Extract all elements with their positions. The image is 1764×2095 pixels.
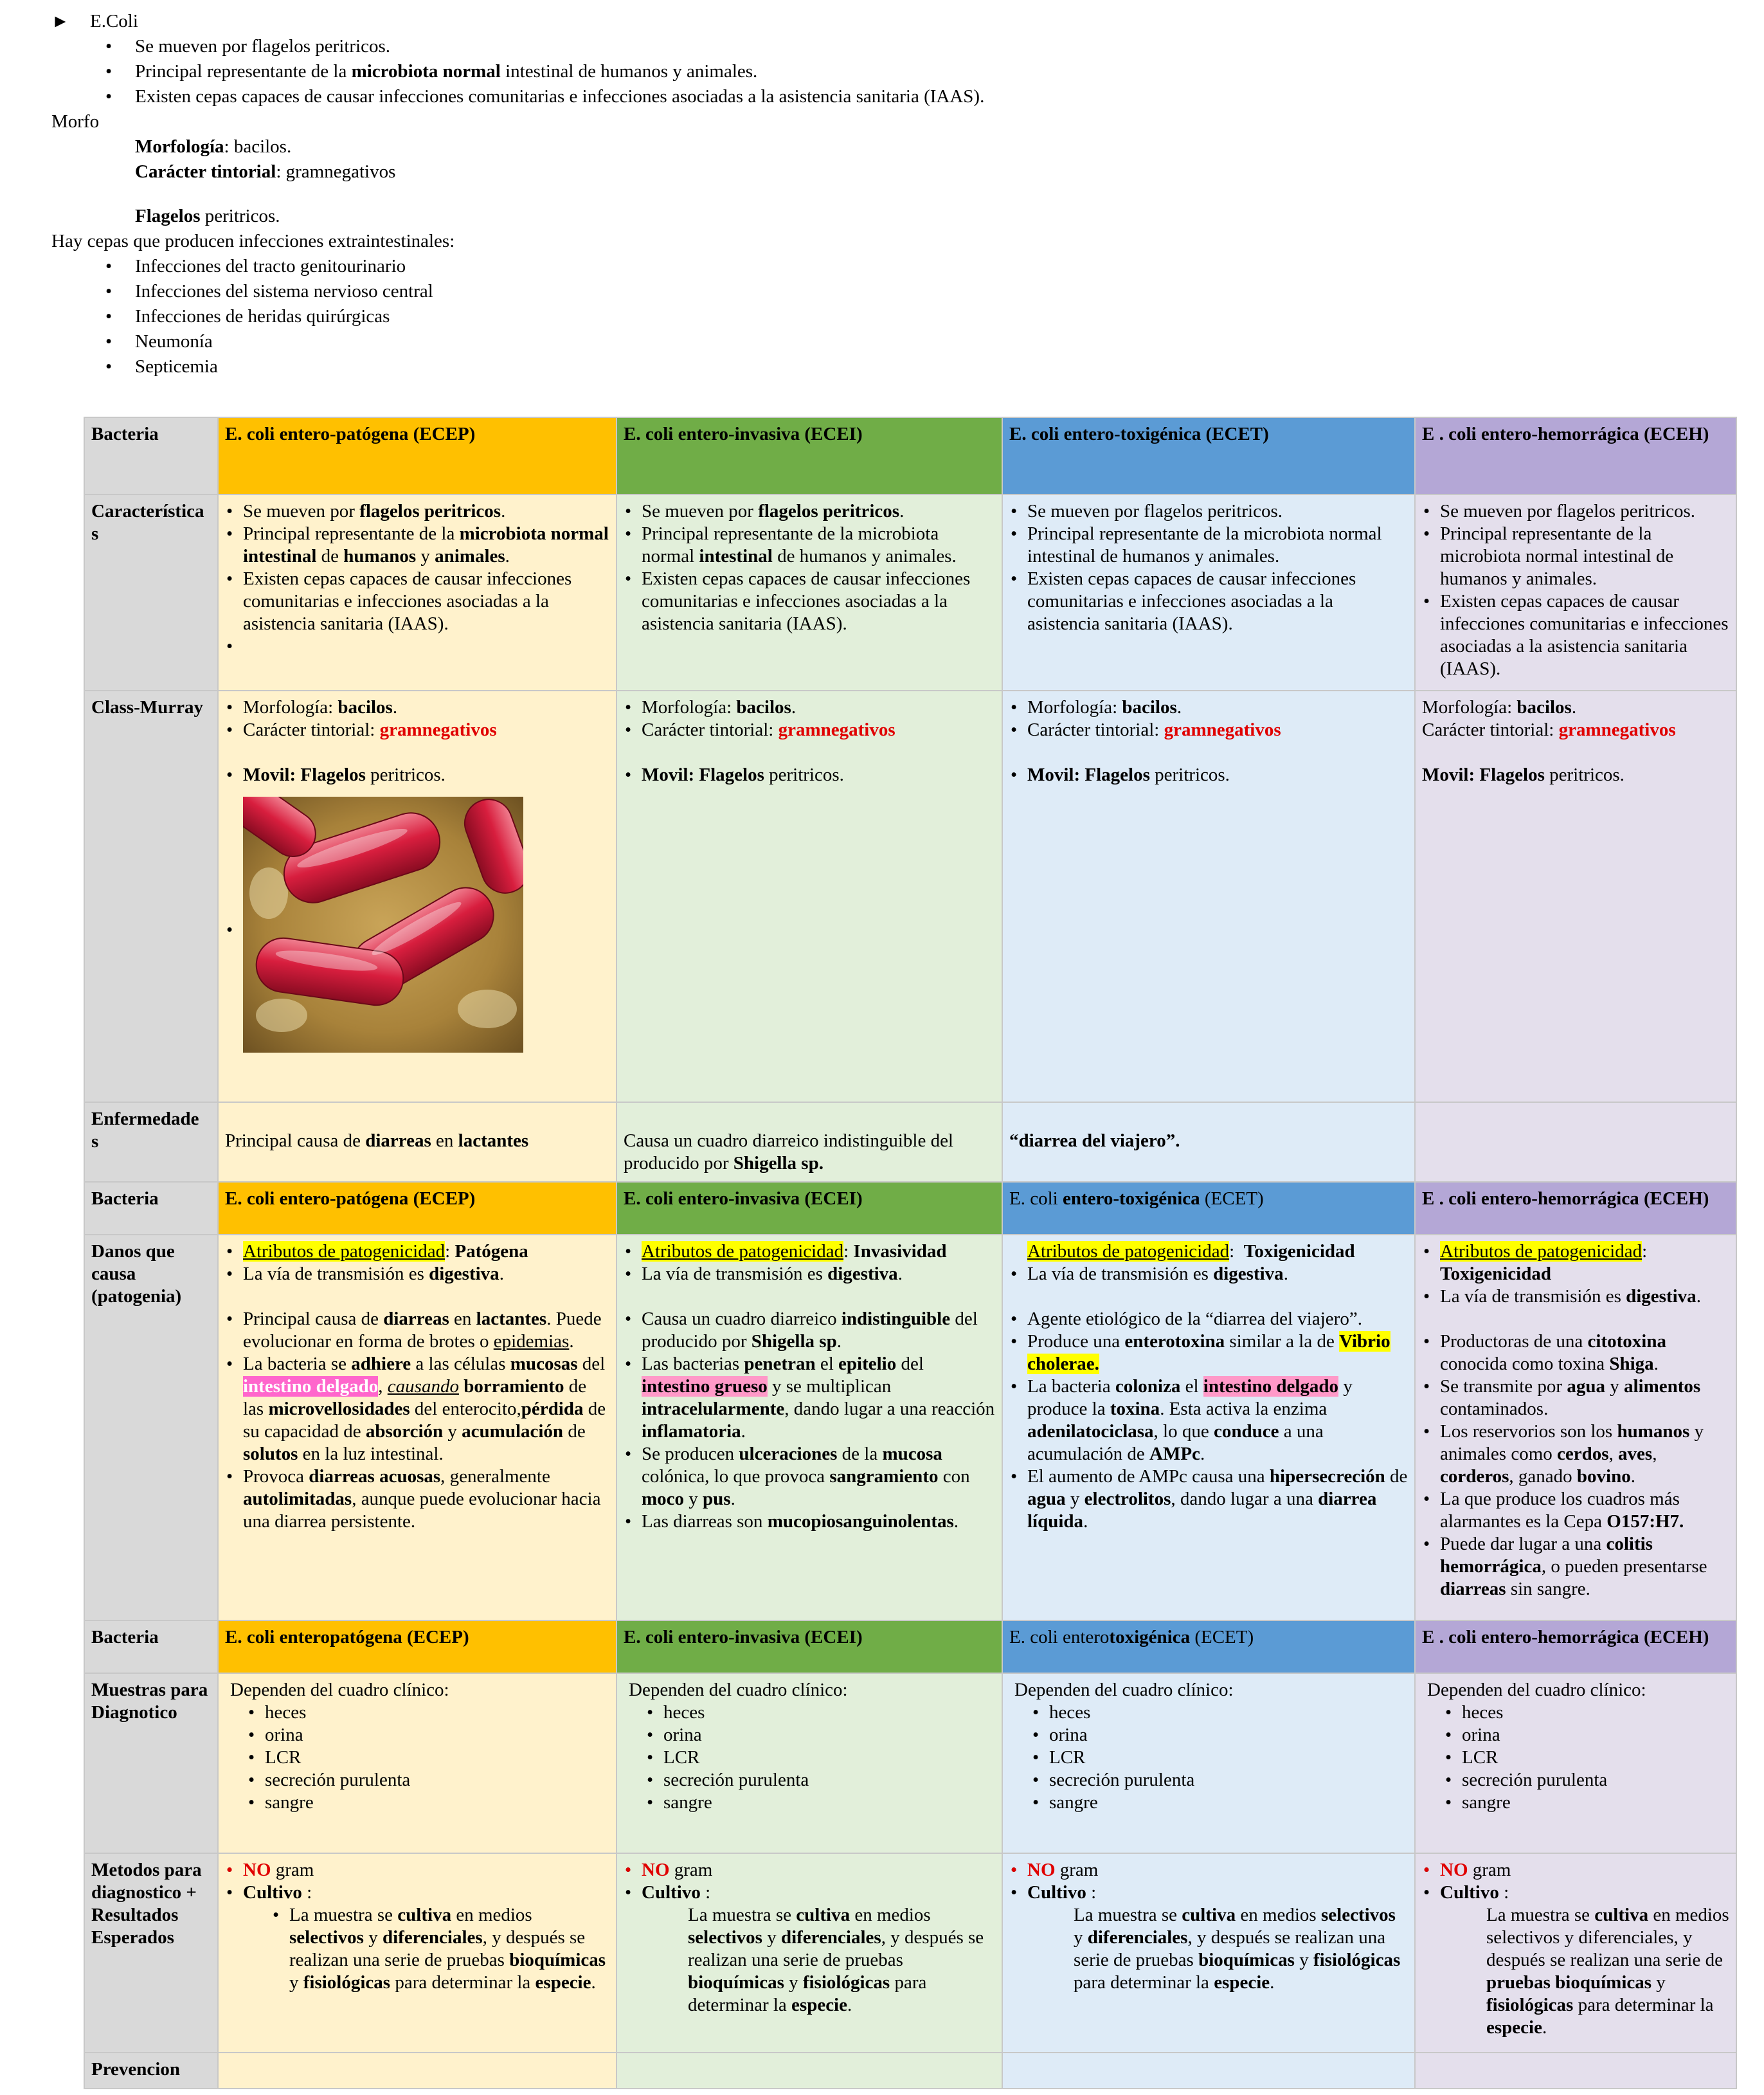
list-item: • Morfología: bacilos.: [1027, 696, 1408, 719]
list-item: • Carácter tintorial: gramnegativos: [1027, 719, 1408, 741]
list-item: • La vía de transmisión es digestiva.: [243, 1263, 609, 1285]
intro-bullet: • Existen cepas capaces de causar infecciones comunitarias e infecciones asociadas a la asistencia sanitaria (IAAS).: [51, 84, 1723, 109]
list-item: • Productoras de una citotoxina conocida como toxina Shiga.: [1440, 1330, 1729, 1375]
list-item: • sangre: [265, 1791, 609, 1814]
row-class-murray: [84, 691, 1736, 1102]
extra-item: • Infecciones del sistema nervioso central: [51, 279, 1723, 304]
row-label-bacteria: Bacteria: [84, 417, 218, 494]
row-enfermedades: [84, 1102, 1736, 1182]
cell-murray-eceh: Morfología: bacilos. Carácter tintorial: gramnegativos Movil: Flagelos peritricos.: [1415, 691, 1736, 1102]
extra-item: • Neumonía: [51, 329, 1723, 354]
list-item: • Carácter tintorial: gramnegativos: [243, 719, 609, 741]
list-item: • LCR: [265, 1746, 609, 1769]
cell-muestras-eceh: Dependen del cuadro clínico: • heces • orina • LCR • secreción purulenta • sangre: [1415, 1673, 1736, 1853]
extra-item: • Septicemia: [51, 354, 1723, 379]
list-item: • Causa un cuadro diarreico indistinguible del producido por Shigella sp.: [642, 1308, 995, 1353]
cell-murray-ecep: • Morfología: bacilos. • Carácter tintorial: gramnegativos • Movil: Flagelos peritricos. •: [218, 691, 616, 1102]
list-item: • Puede dar lugar a una colitis hemorrágica, o pueden presentarse diarreas sin sangre.: [1440, 1533, 1729, 1601]
list-item: • La muestra se cultiva en medios selectivos y diferenciales, y después se realizan una serie de pruebas bioquímicas y fisiológicas para determinar la especie.: [289, 1904, 609, 1994]
cell-enf-ecei: Causa un cuadro diarreico indistinguible del producido por Shigella sp.: [616, 1102, 1002, 1182]
intro-bullet: • Se mueven por flagelos peritricos.: [51, 34, 1723, 59]
cell-danos-ecet: Atributos de patogenicidad: Toxigenicidad • La vía de transmisión es digestiva. • Agente etiológico de la “diarrea del viajero”. • Produce una enterotoxina similar a la de Vibrio cholerae. • La bacteria coloniza el intestino delgado y produce la toxina. Esta activa la enzima adenilatociclasa, lo que conduce a una acumulación de AMPc. • El aumento de AMPc causa una hipersecreción de agua y electrolitos, dando lugar a una diarrea líquida.: [1002, 1235, 1415, 1620]
list-item: • • NO gram: [642, 1859, 995, 1882]
list-item: • • NO gram: [243, 1859, 609, 1882]
triangle-bullet-icon: ►: [51, 12, 69, 32]
list-item: • orina: [265, 1724, 609, 1746]
list-item: • Cultivo :: [1440, 1882, 1729, 1904]
header-ecet: E. coli enterotoxigénica (ECET): [1002, 1620, 1415, 1673]
list-item: • Agente etiológico de la “diarrea del viajero”.: [1027, 1308, 1408, 1330]
list-item: • heces: [265, 1701, 609, 1724]
list-item: • sangre: [663, 1791, 995, 1814]
list-item: • secreción purulenta: [1049, 1769, 1408, 1791]
metodos-text: La muestra se cultiva en medios selectivos y diferenciales, y después se realizan una serie de pruebas bioquímicas y fisiológicas para determinar la especie.: [688, 1905, 984, 2015]
list-item: • LCR: [1462, 1746, 1729, 1769]
list-item: • La bacteria coloniza el intestino delgado y produce la toxina. Esta activa la enzima adenilatociclasa, lo que conduce a una acumulación de AMPc.: [1027, 1375, 1408, 1465]
ecoli-micrograph-image: [243, 797, 523, 1053]
cell-prev-ecep: [218, 2053, 616, 2089]
extra-item: • Infecciones de heridas quirúrgicas: [51, 304, 1723, 329]
list-item: • Existen cepas capaces de causar infecciones comunitarias e infecciones asociadas a la asistencia sanitaria (IAAS).: [1027, 568, 1408, 635]
cell-prev-ecet: [1002, 2053, 1415, 2089]
list-item: • Principal representante de la microbiota normal intestinal de humanos y animales.: [642, 523, 995, 568]
list-item: • sangre: [1049, 1791, 1408, 1814]
extra-heading: Hay cepas que producen infecciones extraintestinales:: [51, 231, 455, 251]
list-item: • Morfología: bacilos.: [642, 696, 995, 719]
intro-section: [51, 9, 1723, 379]
list-item: • Cultivo :: [243, 1882, 609, 1904]
list-item: • La vía de transmisión es digestiva.: [1027, 1263, 1408, 1285]
list-item: • orina: [1049, 1724, 1408, 1746]
metodos-text: La muestra se cultiva en medios selectivos y diferenciales, y después se realizan una serie de pruebas bioquímicas y fisiológicas para determinar la especie.: [1074, 1905, 1401, 1993]
list-item: • Principal causa de diarreas en lactantes. Puede evolucionar en forma de brotes o epidemias.: [243, 1308, 609, 1353]
list-item: • Se transmite por agua y alimentos contaminados.: [1440, 1375, 1729, 1420]
tintorial-line: Carácter tintorial: gramnegativos: [135, 161, 396, 182]
header-ecep: E. coli enteropatógena (ECEP): [218, 1620, 616, 1673]
list-item: • heces: [1462, 1701, 1729, 1724]
list-item: • secreción purulenta: [265, 1769, 609, 1791]
list-item: • Principal representante de la microbiota normal intestinal de humanos y animales.: [1027, 523, 1408, 568]
morfo-label: Morfo: [51, 111, 100, 132]
list-item: • Produce una enterotoxina similar a la de Vibrio cholerae.: [1027, 1330, 1408, 1375]
list-item: • Se mueven por flagelos peritricos.: [1440, 500, 1729, 523]
cell-enf-eceh: [1415, 1102, 1736, 1182]
header-ecei: E. coli entero-invasiva (ECEI): [616, 1182, 1002, 1235]
list-item: • orina: [663, 1724, 995, 1746]
cell-muestras-ecep: Dependen del cuadro clínico: • heces • orina • LCR • secreción purulenta • sangre: [218, 1673, 616, 1853]
cell-muestras-ecei: Dependen del cuadro clínico: • heces • orina • LCR • secreción purulenta • sangre: [616, 1673, 1002, 1853]
list-item: • Se mueven por flagelos peritricos.: [243, 500, 609, 523]
header-ecet: E. coli entero-toxigénica (ECET): [1002, 1182, 1415, 1235]
row-muestras: [84, 1673, 1736, 1853]
list-item: • Se producen ulceraciones de la mucosa colónica, lo que provoca sangramiento con moco y pus.: [642, 1443, 995, 1510]
header-ecet: E. coli entero-toxigénica (ECET): [1002, 417, 1415, 494]
list-item: • LCR: [663, 1746, 995, 1769]
list-item: • Principal representante de la microbiota normal intestinal de humanos y animales.: [1440, 523, 1729, 590]
list-item: • Provoca diarreas acuosas, generalmente autolimitadas, aunque puede evolucionar hacia una diarrea persistente.: [243, 1465, 609, 1533]
intro-title-row: [51, 9, 1723, 34]
header-eceh: E . coli entero-hemorrágica (ECEH): [1415, 1620, 1736, 1673]
list-item: • secreción purulenta: [663, 1769, 995, 1791]
cell-car-ecei: [616, 494, 1002, 691]
list-item: • La bacteria se adhiere a las células mucosas del intestino delgado, causando borramiento de las microvellosidades del enterocito,pérdida de su capacidad de absorción y acumulación de solutos en la luz intestinal.: [243, 1353, 609, 1465]
cell-prev-eceh: [1415, 2053, 1736, 2089]
cell-car-ecet: [1002, 494, 1415, 691]
row-label-bacteria: Bacteria: [84, 1182, 218, 1235]
cell-murray-ecei: [616, 691, 1002, 1102]
cell-muestras-ecet: Dependen del cuadro clínico: • heces • orina • LCR • secreción purulenta • sangre: [1002, 1673, 1415, 1853]
list-item-empty: [243, 635, 609, 658]
list-item: • Carácter tintorial: gramnegativos: [642, 719, 995, 741]
list-item: • Existen cepas capaces de causar infecciones comunitarias e infecciones asociadas a la asistencia sanitaria (IAAS).: [243, 568, 609, 635]
list-item: • secreción purulenta: [1462, 1769, 1729, 1791]
cell-murray-ecet: [1002, 691, 1415, 1102]
list-item: • Movil: Flagelos peritricos.: [243, 764, 609, 786]
cell-metodos-ecet: [1002, 1853, 1415, 2053]
cell-danos-eceh: [1415, 1235, 1736, 1620]
row-caracteristicas: [84, 494, 1736, 691]
row-label-caracteristicas: Característica s: [84, 494, 218, 691]
list-item: • Movil: Flagelos peritricos.: [642, 764, 995, 786]
cell-metodos-ecep: [218, 1853, 616, 2053]
cell-enf-ecet: “diarrea del viajero”.: [1002, 1102, 1415, 1182]
list-item: • Las bacterias penetran el epitelio del intestino grueso y se multiplican intracelularmente, dando lugar a una reacción inflamatoria.: [642, 1353, 995, 1443]
list-item: • Existen cepas capaces de causar infecciones comunitarias e infecciones asociadas a la asistencia sanitaria (IAAS).: [642, 568, 995, 635]
list-item: • orina: [1462, 1724, 1729, 1746]
list-item: • Movil: Flagelos peritricos.: [1027, 764, 1408, 786]
header-eceh: E . coli entero-hemorrágica (ECEH): [1415, 417, 1736, 494]
flagelos-line: Flagelos peritricos.: [135, 206, 280, 226]
list-item: • La que produce los cuadros más alarmantes es la Cepa O157:H7.: [1440, 1488, 1729, 1533]
list-item: • Se mueven por flagelos peritricos.: [642, 500, 995, 523]
ecoli-comparison-table: [84, 417, 1737, 2089]
list-item: • Atributos de patogenicidad: Patógena: [243, 1240, 609, 1263]
list-item: • heces: [1049, 1701, 1408, 1724]
row-label-metodos: Metodos para diagnostico + Resultados Esperados: [84, 1853, 218, 2053]
extra-item: • Infecciones del tracto genitourinario: [51, 254, 1723, 279]
row-label-bacteria: Bacteria: [84, 1620, 218, 1673]
list-item: • • NO gram: [1027, 1859, 1408, 1882]
list-item: • Los reservorios son los humanos y animales como cerdos, aves, corderos, ganado bovino.: [1440, 1420, 1729, 1488]
row-metodos: [84, 1853, 1736, 2053]
list-item: • Atributos de patogenicidad: Invasividad: [642, 1240, 995, 1263]
morfologia-line: Morfología: bacilos.: [135, 136, 292, 157]
list-item: • Cultivo :: [1027, 1882, 1408, 1904]
header-row: [84, 1620, 1736, 1673]
header-ecei: E. coli entero-invasiva (ECEI): [616, 417, 1002, 494]
list-item: • El aumento de AMPc causa una hipersecreción de agua y electrolitos, dando lugar a una diarrea líquida.: [1027, 1465, 1408, 1533]
list-item: • Atributos de patogenicidad: Toxigenicidad: [1440, 1240, 1729, 1285]
row-label-class-murray: Class-Murray: [84, 691, 218, 1102]
list-item: • heces: [663, 1701, 995, 1724]
list-item: • La vía de transmisión es digestiva.: [642, 1263, 995, 1285]
header-ecei: E. coli entero-invasiva (ECEI): [616, 1620, 1002, 1673]
row-label-prevencion: Prevencion: [84, 2053, 218, 2089]
row-prevencion: [84, 2053, 1736, 2089]
cell-car-eceh: [1415, 494, 1736, 691]
header-row: [84, 1182, 1736, 1235]
list-item: • Existen cepas capaces de causar infecciones comunitarias e infecciones asociadas a la asistencia sanitaria (IAAS).: [1440, 590, 1729, 680]
list-item: • Cultivo :: [642, 1882, 995, 1904]
cell-metodos-ecei: [616, 1853, 1002, 2053]
cell-danos-ecei: [616, 1235, 1002, 1620]
list-item: • Morfología: bacilos.: [243, 696, 609, 719]
intro-title: E.Coli: [90, 11, 138, 32]
list-item: • sangre: [1462, 1791, 1729, 1814]
cell-prev-ecei: [616, 2053, 1002, 2089]
metodos-text: La muestra se cultiva en medios selectivos y diferenciales, y después se realizan una serie de pruebas bioquímicas y fisiológicas para determinar la especie.: [1486, 1905, 1729, 2038]
cell-car-ecep: [218, 494, 616, 691]
cell-metodos-eceh: [1415, 1853, 1736, 2053]
intro-bullet: • Principal representante de la microbiota normal intestinal de humanos y animales.: [51, 59, 1723, 84]
cell-enf-ecep: Principal causa de diarreas en lactantes: [218, 1102, 616, 1182]
header-eceh: E . coli entero-hemorrágica (ECEH): [1415, 1182, 1736, 1235]
list-item: • La vía de transmisión es digestiva.: [1440, 1285, 1729, 1308]
list-item: • Las diarreas son mucopiosanguinolentas.: [642, 1510, 995, 1533]
header-ecep: E. coli entero-patógena (ECEP): [218, 417, 616, 494]
row-label-danos: Danos que causa (patogenia): [84, 1235, 218, 1620]
row-label-muestras: Muestras para Diagnotico: [84, 1673, 218, 1853]
header-ecep: E. coli entero-patógena (ECEP): [218, 1182, 616, 1235]
row-danos: [84, 1235, 1736, 1620]
header-row: [84, 417, 1736, 494]
cell-danos-ecep: [218, 1235, 616, 1620]
list-item: • Se mueven por flagelos peritricos.: [1027, 500, 1408, 523]
row-label-enfermedades: Enfermedade s: [84, 1102, 218, 1182]
list-item: • LCR: [1049, 1746, 1408, 1769]
list-item: • Principal representante de la microbiota normal intestinal de humanos y animales.: [243, 523, 609, 568]
list-item: • • NO gram: [1440, 1859, 1729, 1882]
